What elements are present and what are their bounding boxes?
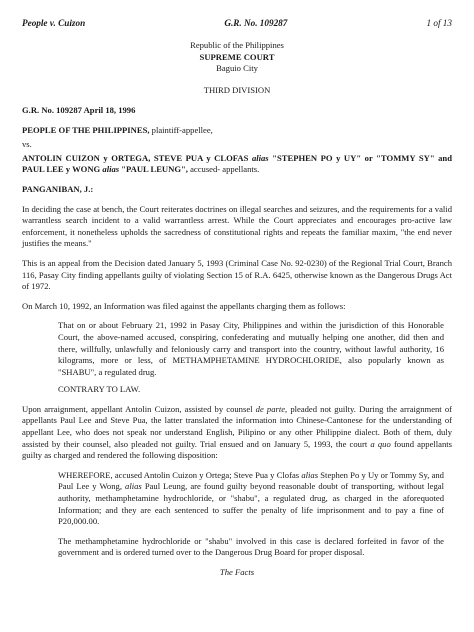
page-counter: 1 of 13 <box>426 18 452 28</box>
arraignment-text-1: Upon arraignment, appellant Antolin Cuizon, assisted by counsel <box>22 403 256 414</box>
paragraph-arraignment <box>22 404 452 462</box>
accused-line <box>22 153 452 176</box>
division-label: THIRD DIVISION <box>203 84 271 95</box>
quoted-information: That on or about February 21, 1992 in Pasay City, Philippines and within the jurisdiction of this Honorable Court, the above-named accused, conspiring, confederating and mutually helping one another, did then and there, willfully, unlawfully and feloniously carry and transport into the country, without lawful authority, 16 kilograms, more or less, of METHAMPHETAMINE HYDROCHLORIDE, also popularly known as "SHABU", a regulated drug. <box>58 320 444 377</box>
quoted-disposition <box>58 470 444 528</box>
arraignment-text-2: , pleaded not guilty. During the arraignment of appellants Paul Lee and Steve Pua, the latter translated the information into Chinese-Cantonese for the understanding of appellant Lee, who does not speak nor understand English, Pilipino or any other Philippine dialect. Both of them, duly assisted by their counsel, also pleaded not guilty. Trial ensued and on January 5, 1993, the court <box>22 403 452 449</box>
disposition-text-2: Stephen Po y Uy or Tommy Sy, and Paul Lee y Wong, <box>58 469 444 492</box>
alias-term-2: alias <box>125 481 142 492</box>
paragraph-information: On March 10, 1992, an Information was filed against the appellants charging them as follows: <box>22 300 346 311</box>
disposition-text-1: WHEREFORE, accused Antolin Cuizon y Ortega; Steve Pua y Clofas <box>58 469 302 480</box>
versus-label: vs. <box>22 139 32 150</box>
plaintiff-name: PEOPLE OF THE PHILIPPINES, <box>22 124 150 135</box>
paragraph-appeal: This is an appeal from the Decision dated January 5, 1993 (Criminal Case No. 92-0230) of the Regional Trial Court, Branch 116, Pasay City finding appellants guilty of violating Section 15 of R.A. 6425, otherwise known as the Dangerous Drugs Act of 1972. <box>22 257 452 292</box>
paragraph-intro: In deciding the case at bench, the Court reiterates doctrines on illegal searches and seizures, and the requirements for a valid warrantless search incident to a valid warrantless arrest. While the Court appreciates and encourages pro-active law enforcement, it nonetheless upholds the sacredness of constitutional rights and repeats the familiar maxim, "the end never justifies the means." <box>22 203 452 249</box>
term-de-parte: de parte <box>255 403 286 414</box>
accused-names-2: "STEPHEN PO y UY" or "TOMMY SY" and PAUL LEE y WONG <box>22 152 452 175</box>
case-short-title: People v. Cuizon <box>22 18 86 28</box>
ponente: PANGANIBAN, J.: <box>22 183 94 194</box>
arraignment-text-3: found appellants guilty as charged and rendered the following disposition: <box>22 438 453 461</box>
alias-term-1: alias <box>301 469 319 480</box>
quoted-forfeiture: The methamphetamine hydrochloride or "shabu" involved in this case is declared forfeited in favor of the government and is ordered turned over to the Dangerous Drug Board for proper disposal. <box>58 535 444 558</box>
running-header <box>22 0 452 28</box>
disposition-text-3: Paul Leung, are found guilty beyond reasonable doubt of transporting, without legal authority, methamphetamine hydrochloride, or "shabu", a regulated drug, as charged in the aforequoted Information; and they are each sentenced to suffer the penalty of life imprisonment and to pay a fine of P20,000.00. <box>58 481 444 527</box>
accused-names-1: ANTOLIN CUIZON y ORTEGA, STEVE PUA y CLOFAS <box>22 152 252 163</box>
alias-label-1: alias <box>251 152 269 163</box>
header-gr-number: G.R. No. 109287 <box>224 18 288 28</box>
contrary-to-law: CONTRARY TO LAW. <box>58 384 141 395</box>
term-a-quo: a quo <box>370 438 391 449</box>
section-heading-facts: The Facts <box>219 567 255 577</box>
accused-role: accused- appellants. <box>187 164 260 175</box>
case-number-date: G.R. No. 109287 April 18, 1996 <box>22 105 136 115</box>
alias-label-2: alias <box>102 164 120 175</box>
republic-line: Republic of the Philippines <box>190 40 284 50</box>
court-name: SUPREME COURT <box>199 51 275 62</box>
accused-names-3: "PAUL LEUNG", <box>119 164 188 175</box>
court-heading <box>22 40 452 96</box>
plaintiff-role: plaintiff-appellee, <box>149 124 213 135</box>
court-city: Baguio City <box>216 63 258 73</box>
plaintiff-line <box>22 125 452 137</box>
